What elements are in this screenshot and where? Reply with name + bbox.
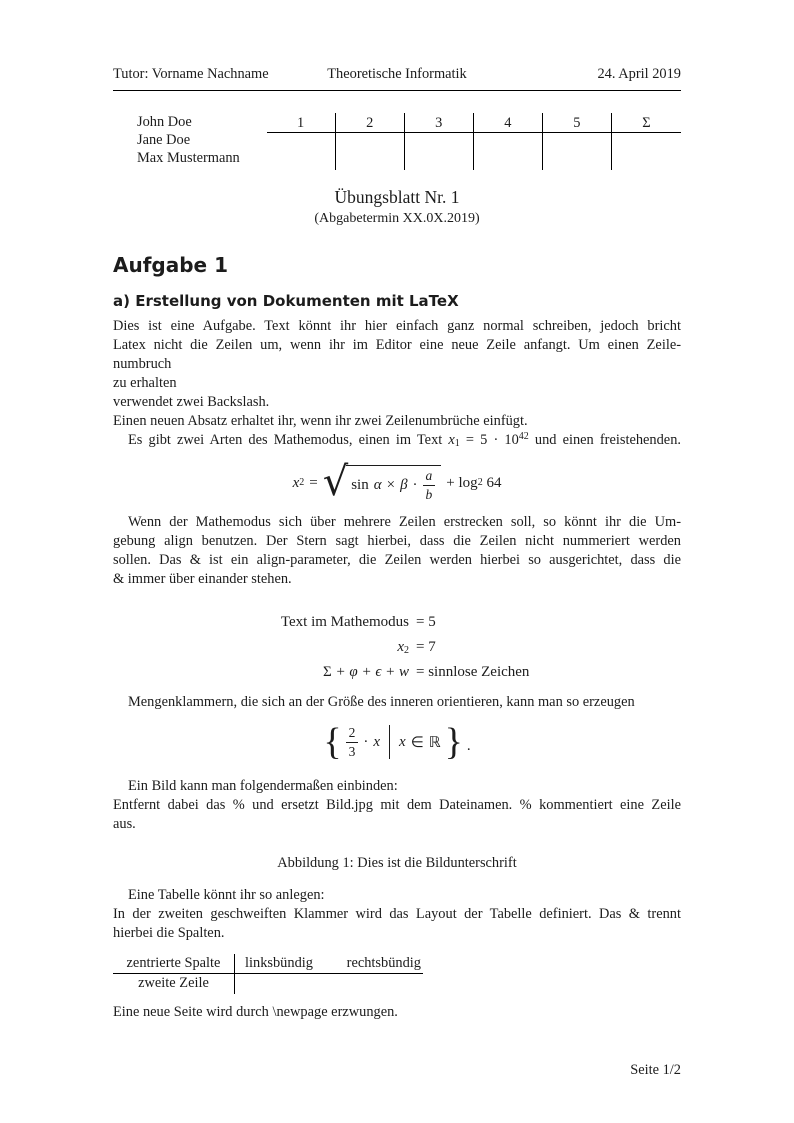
set-condition <box>399 733 441 752</box>
math-value: 64 <box>486 474 502 491</box>
text-line: Dies ist eine Aufgabe. Text könnt ihr hier einfach ganz normal schreiben, jedoch bricht <box>113 318 681 334</box>
math-var: x <box>448 432 455 448</box>
paragraph-align <box>113 513 681 589</box>
align-left: Text im Mathemodus <box>280 614 409 630</box>
example-table <box>113 954 423 994</box>
math-var: x <box>397 639 404 655</box>
table-header-cell: zentrierte Spalte <box>113 954 235 974</box>
text-segment: und einen freistehenden. <box>528 432 681 448</box>
text-line: Entfernt dabei das % und ersetzt Bild.jpg mit dem Dateinamen. % kommentiert eine Zeile <box>113 797 681 813</box>
text-line: zu erhalten <box>113 375 177 391</box>
radical-icon: √ <box>322 459 349 505</box>
element-of-sign: ∈ <box>410 734 424 751</box>
text-line: Eine neue Seite wird durch \newpage erzwungen. <box>113 1004 398 1020</box>
math-subscript: 2 <box>404 645 409 656</box>
paragraph-intro <box>113 317 681 450</box>
math-var: x <box>399 733 406 750</box>
set-notation <box>113 720 681 764</box>
cdot-sign: · <box>412 476 418 493</box>
table-header-cell: linksbündig <box>235 954 339 974</box>
header-course: Theoretische Informatik <box>327 66 467 82</box>
paragraph-figure <box>113 777 681 834</box>
period: . <box>466 738 471 754</box>
points-col-header: 3 <box>405 113 474 133</box>
reals-symbol: ℝ <box>428 734 441 751</box>
student-name: John Doe <box>137 114 192 130</box>
math-exponent: 42 <box>518 431 529 442</box>
radicand <box>346 465 441 502</box>
text-segment: Es gibt zwei Arten des Mathemodus, einen im Text <box>128 432 449 448</box>
points-cell <box>543 133 612 170</box>
close-brace: } <box>444 721 463 763</box>
points-col-header: 5 <box>543 113 612 133</box>
points-table <box>267 113 681 170</box>
text-line: hierbei die Spalten. <box>113 925 225 941</box>
text-line: Eine Tabelle könnt ihr so anlegen: <box>128 887 325 903</box>
open-brace: { <box>323 721 342 763</box>
math-var: x <box>373 733 381 750</box>
points-cell <box>405 133 474 170</box>
fraction-numerator: 2 <box>346 725 359 743</box>
math-var: β <box>400 476 408 493</box>
cdot-sign: · <box>363 733 369 750</box>
align-right: = sinnlose Zeichen <box>416 664 530 680</box>
math-value: = 5 · 10 <box>459 432 519 448</box>
points-col-header-sum: Σ <box>612 113 681 133</box>
align-right: = 5 <box>416 614 436 630</box>
text-line: In der zweiten geschweiften Klammer wird das Layout der Tabelle definiert. Das & trennt <box>113 906 681 922</box>
section-heading: Aufgabe 1 <box>113 253 228 277</box>
text-line: Wenn der Mathemodus sich über mehrere Zeilen erstrecken soll, so könnt ihr die Um- <box>128 514 681 530</box>
align-left <box>113 636 409 658</box>
text-line: verwendet zwei Backslash. <box>113 394 270 410</box>
equation-sqrt: x 2 = √ sin α × β · $\frac{a}{b}$ + log 2 64 <box>292 459 502 505</box>
student-name: Jane Doe <box>137 132 191 148</box>
points-cell <box>612 133 681 170</box>
fraction-denominator: b <box>425 486 433 502</box>
table-cell <box>339 974 423 994</box>
text-line: Latex nicht die Zeilen um, wenn ihr im Editor eine neue Zeile anfangt. Um einen Zeile- <box>113 337 681 353</box>
points-cell <box>267 133 336 170</box>
text-line: Ein Bild kann man folgendermaßen einbinden: <box>128 778 398 794</box>
math-var: x <box>292 474 300 491</box>
align-right: = 7 <box>416 639 436 655</box>
math-expression: + φ + ϵ + w <box>331 664 409 680</box>
inline-math-line <box>113 431 681 450</box>
align-equations <box>113 611 681 683</box>
page-header <box>113 66 681 91</box>
points-cell <box>336 133 405 170</box>
math-subscript: 1 <box>454 438 460 449</box>
text-line: gebung align benutzen. Der Stern sagt hierbei, dass die Zeilen nicht nummeriert werden <box>113 533 681 549</box>
page-number: Seite 1/2 <box>630 1062 681 1078</box>
student-names <box>137 113 267 170</box>
paragraph-table <box>113 886 681 943</box>
math-fn: + log <box>446 474 478 491</box>
sigma-symbol: Σ <box>323 664 332 680</box>
table-cell <box>235 974 339 994</box>
points-cell <box>474 133 543 170</box>
text-line: aus. <box>113 816 136 832</box>
sheet-subtitle: (Abgabetermin XX.0X.2019) <box>314 211 480 226</box>
fraction <box>423 468 436 502</box>
sheet-title: Übungsblatt Nr. 1 <box>334 187 460 207</box>
math-var: α <box>373 476 382 493</box>
such-that-bar <box>389 725 390 759</box>
points-col-header: 4 <box>474 113 543 133</box>
student-name: Max Mustermann <box>137 150 240 166</box>
points-col-header: 1 <box>267 113 336 133</box>
equals-sign: = <box>309 474 318 491</box>
text-line: numbruch <box>113 356 172 372</box>
fraction <box>346 725 359 759</box>
subsection-heading: a) Erstellung von Dokumenten mit LaTeX <box>113 292 459 310</box>
paragraph-newpage <box>113 1003 681 1022</box>
align-left <box>113 661 409 683</box>
text-line: Einen neuen Absatz erhaltet ihr, wenn ihr zwei Zeilenumbrüche einfügt. <box>113 413 528 429</box>
table-cell: zweite Zeile <box>113 974 235 994</box>
paragraph-set <box>113 693 681 712</box>
fraction-denominator: 3 <box>348 743 356 759</box>
table-header-cell: rechtsbündig <box>339 954 423 974</box>
grading-table <box>113 113 681 170</box>
math-fn: sin <box>351 476 369 493</box>
text-line: sollen. Das & ist ein align-parameter, die Zeilen werden hierbei so ausgerichtet, dass die <box>113 552 681 568</box>
fraction-numerator: a <box>423 468 436 486</box>
text-line: Mengenklammern, die sich an der Größe des inneren orientieren, kann man so erzeugen <box>128 694 635 710</box>
equation-tail: + log 2 64 <box>446 474 502 491</box>
header-date: 24. April 2019 <box>597 66 681 82</box>
times-sign: × <box>386 476 396 493</box>
points-col-header: 2 <box>336 113 405 133</box>
header-tutor: Tutor: Vorname Nachname <box>113 66 269 82</box>
set-lhs <box>346 725 380 759</box>
figure-caption: Abbildung 1: Dies ist die Bildunterschrift <box>277 855 517 871</box>
text-line: & immer über einander stehen. <box>113 571 292 587</box>
